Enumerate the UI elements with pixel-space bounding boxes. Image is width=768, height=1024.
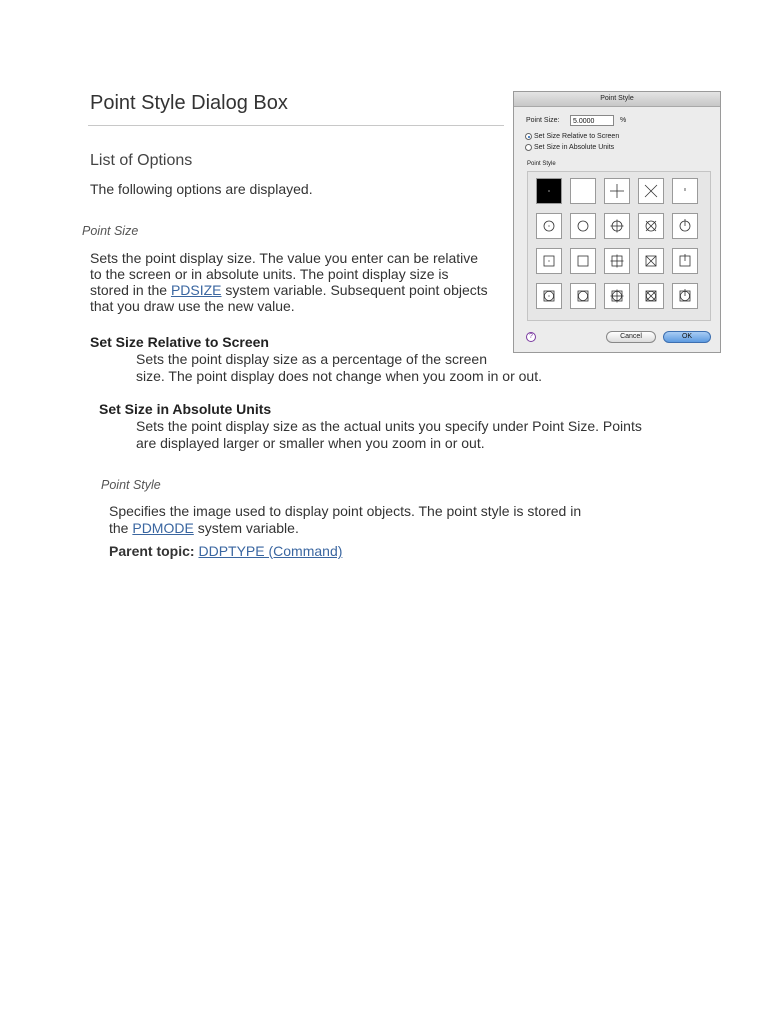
point-style-circlesquare-dot-icon (537, 284, 561, 308)
point-style-circle-option[interactable] (570, 213, 596, 239)
point-style-square-dot-option[interactable] (536, 248, 562, 274)
point-style-square-option[interactable] (570, 248, 596, 274)
list-of-options-heading: List of Options (90, 152, 193, 169)
point-style-grid (527, 171, 711, 321)
point-style-square-plus-option[interactable] (604, 248, 630, 274)
radio-absolute-label: Set Size in Absolute Units (534, 144, 615, 151)
point-size-line: Sets the point display size. The value you enter can be relative (90, 250, 479, 266)
radio-absolute[interactable] (525, 144, 532, 151)
point-style-none-option[interactable] (570, 178, 596, 204)
point-style-none-icon (571, 179, 595, 203)
title-divider (88, 125, 504, 126)
absolute-heading: Set Size in Absolute Units (99, 401, 272, 417)
cancel-button[interactable]: Cancel (606, 331, 656, 343)
point-style-circlesquare-tick-option[interactable] (672, 283, 698, 309)
point-style-circlesquare-plus-icon (605, 284, 629, 308)
relative-heading: Set Size Relative to Screen (90, 334, 269, 350)
page-title: Point Style Dialog Box (90, 92, 288, 114)
point-style-square-tick-icon (673, 249, 697, 273)
point-style-circle-icon (571, 214, 595, 238)
point-style-circle-dot-option[interactable] (536, 213, 562, 239)
point-style-dialog (513, 91, 721, 353)
point-style-circlesquare-option[interactable] (570, 283, 596, 309)
parent-topic (109, 543, 342, 559)
relative-line: size. The point display does not change when you zoom in or out. (136, 368, 542, 384)
point-size-line (90, 282, 510, 298)
parent-topic-label: Parent topic: (109, 543, 195, 559)
unit-label: % (620, 117, 627, 124)
point-style-circlesquare-cross-icon (639, 284, 663, 308)
point-style-circle-plus-icon (605, 214, 629, 238)
radio-relative[interactable] (525, 133, 532, 140)
point-size-line: that you draw use the new value. (90, 298, 295, 314)
text-fragment: system variable. Subsequent point objects (221, 282, 488, 298)
point-size-description (90, 250, 510, 314)
point-style-circle-tick-icon (673, 214, 697, 238)
point-size-line: to the screen or in absolute units. The point display size is (90, 266, 449, 282)
point-style-plus-icon (605, 179, 629, 203)
point-style-circlesquare-tick-icon (673, 284, 697, 308)
point-style-circlesquare-cross-option[interactable] (638, 283, 664, 309)
ddptype-link[interactable]: DDPTYPE (Command) (198, 543, 343, 559)
point-style-heading: Point Style (101, 478, 161, 492)
point-style-line: Specifies the image used to display point objects. The point style is stored in (109, 503, 582, 519)
point-style-square-cross-option[interactable] (638, 248, 664, 274)
absolute-line: are displayed larger or smaller when you zoom in or out. (136, 435, 485, 451)
text-fragment: the (109, 520, 133, 536)
point-style-circlesquare-plus-option[interactable] (604, 283, 630, 309)
point-style-square-cross-icon (639, 249, 663, 273)
point-style-circle-dot-icon (537, 214, 561, 238)
relative-line: Sets the point display size as a percentage of the screen (136, 351, 487, 367)
text-fragment: stored in the (90, 282, 171, 298)
point-style-square-dot-icon (537, 249, 561, 273)
dialog-title: Point Style (514, 92, 720, 107)
pdmode-link[interactable]: PDMODE (132, 520, 194, 536)
point-size-label: Point Size: (526, 117, 560, 124)
intro-text: The following options are displayed. (90, 181, 313, 197)
radio-relative-label: Set Size Relative to Screen (534, 133, 620, 140)
point-size-heading: Point Size (82, 224, 139, 238)
point-style-circle-plus-option[interactable] (604, 213, 630, 239)
point-style-circle-cross-option[interactable] (638, 213, 664, 239)
point-style-dot-icon (537, 179, 561, 203)
point-style-cross-option[interactable] (638, 178, 664, 204)
point-style-square-plus-icon (605, 249, 629, 273)
point-style-circlesquare-icon (571, 284, 595, 308)
point-style-plus-option[interactable] (604, 178, 630, 204)
point-style-dot-option[interactable] (536, 178, 562, 204)
point-style-square-icon (571, 249, 595, 273)
point-style-circlesquare-dot-option[interactable] (536, 283, 562, 309)
point-style-tick-icon (673, 179, 697, 203)
point-style-line (109, 520, 299, 536)
point-style-circle-cross-icon (639, 214, 663, 238)
text-fragment: system variable. (193, 520, 299, 536)
point-style-square-tick-option[interactable] (672, 248, 698, 274)
absolute-line: Sets the point display size as the actual units you specify under Point Size. Points (136, 418, 642, 434)
point-style-tick-option[interactable] (672, 178, 698, 204)
ok-button[interactable]: OK (663, 331, 711, 343)
point-style-cross-icon (639, 179, 663, 203)
point-size-input[interactable]: 5.0000 (570, 115, 614, 126)
pdsize-link[interactable]: PDSIZE (170, 282, 222, 298)
help-button[interactable]: ? (526, 332, 536, 342)
point-style-group-label: Point Style (527, 161, 556, 167)
point-style-circle-tick-option[interactable] (672, 213, 698, 239)
